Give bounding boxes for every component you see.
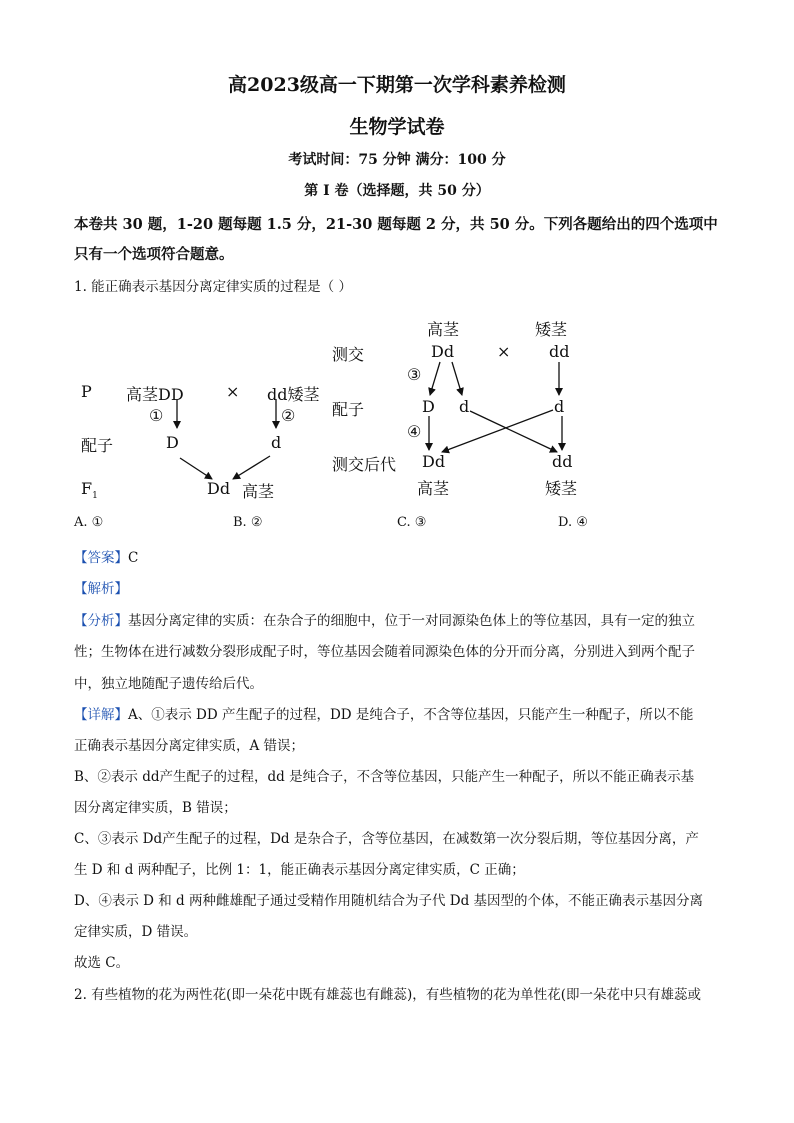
arrow-d-to-dd [180, 458, 212, 479]
parent-1: 高茎DD [126, 385, 184, 404]
fenxi-text-1: 基因分离定律的实质：在杂合子的细胞中，位于一对同源染色体上的等位基因，具有一定的独立 [128, 613, 695, 629]
f1-label: $F_1$ [81, 479, 98, 502]
mark-3: ③ [407, 365, 422, 384]
answer-tag: 【答案】 [74, 550, 128, 566]
fenxi-tag: 【分析】 [74, 613, 128, 629]
arrow-cross-2 [470, 411, 557, 452]
instructions-line-2: 只有一个选项符合题意。 [74, 246, 234, 263]
cross-symbol-right: × [497, 342, 511, 361]
xiangjie-line-1 [74, 703, 693, 723]
option-d[interactable]: D. ④ [558, 515, 588, 530]
gamete-d-left: d [271, 433, 282, 452]
offspring-dd: dd [552, 452, 573, 471]
explain-d-2: 定律实质，D 错误。 [74, 924, 198, 940]
option-c[interactable]: C. ③ [397, 515, 427, 530]
explain-d-1: D、④表示 D 和 d 两种雌雄配子通过受精作用随机结合为子代 Dd 基因型的个体，不能正确表示基因分离 [74, 893, 704, 909]
pheno-tall: 高茎 [427, 320, 460, 339]
explain-a-2: 正确表示基因分离定律实质，A 错误； [74, 738, 305, 754]
explain-b-1: B、②表示 dd产生配子的过程，dd 是纯合子，不含等位基因，只能产生一种配子，所以不能正确表示基 [74, 769, 695, 785]
parent-2: dd矮茎 [267, 385, 320, 404]
xiangjie-tag: 【详解】 [74, 707, 128, 723]
option-a[interactable]: A. ① [74, 515, 104, 530]
offspring-pheno-short: 矮茎 [545, 479, 578, 498]
fenxi-line-2: 性；生物体在进行减数分裂形成配子时，等位基因会随着同源染色体的分开而分离，分别进入到两个配子 [74, 644, 695, 660]
explain-b-2: 因分离定律实质，B 错误； [74, 800, 237, 816]
exam-info: 考试时间：75 分钟 满分：100 分 [288, 152, 506, 168]
instructions-line-1: 本卷共 30 题，1-20 题每题 1.5 分，21-30 题每题 2 分，共 50 分。下列各题给出的四个选项中 [74, 216, 718, 233]
answer-value: C [128, 550, 139, 566]
offspring-pheno-tall: 高茎 [417, 479, 450, 498]
answer-line [74, 546, 138, 566]
cross-symbol-left: × [226, 382, 240, 401]
offspring-label: 测交后代 [332, 455, 397, 474]
offspring-Dd: Dd [422, 452, 446, 471]
question-2-stem: 2. 有些植物的花为两性花(即一朵花中既有雄蕊也有雌蕊)，有些植物的花为单性花(即一朵花中只有雄蕊或 [74, 987, 701, 1003]
section-heading: 第 I 卷（选择题，共 50 分） [304, 183, 490, 199]
subject-title: 生物学试卷 [349, 116, 445, 138]
gamete-d-right-2: d [554, 397, 565, 416]
genotype-Dd: Dd [431, 342, 455, 361]
arrow-d-to-dd-2 [233, 456, 270, 479]
analysis-tag: 【解析】 [74, 581, 128, 597]
genotype-dd: dd [549, 342, 570, 361]
gamete-label-left: 配子 [81, 436, 114, 455]
fenxi-line-3: 中，独立地随配子遗传给后代。 [74, 676, 263, 692]
gamete-D-right: D [422, 397, 435, 416]
mark-2: ② [281, 406, 296, 425]
explain-c-2: 生 D 和 d 两种配子，比例 1：1，能正确表示基因分离定律实质，C 正确； [74, 862, 525, 878]
option-b[interactable]: B. ② [233, 515, 263, 530]
mark-1: ① [149, 406, 164, 425]
gamete-D-left: D [166, 433, 179, 452]
arrow-cross-1 [442, 410, 553, 452]
conclusion: 故选 C。 [74, 955, 130, 971]
explain-a-1: A、①表示 DD 产生配子的过程，DD 是纯合子，不含等位基因，只能产生一种配子，所以不能 [128, 707, 694, 723]
gamete-d-right-1: d [459, 397, 470, 416]
arrow-3 [430, 362, 440, 395]
gamete-label-right: 配子 [332, 400, 365, 419]
pheno-short: 矮茎 [535, 320, 568, 339]
explain-c-1: C、③表示 Dd产生配子的过程，Dd 是杂合子，含等位基因，在减数第一次分裂后期，等位基因分离，产 [74, 831, 699, 847]
question-1-stem: 1. 能正确表示基因分离定律实质的过程是（ ） [74, 279, 352, 295]
mark-4: ④ [407, 422, 422, 441]
f1-genotype: Dd [207, 479, 231, 498]
fenxi-line-1 [74, 609, 695, 629]
arrow-dd-to-d [452, 362, 462, 395]
exam-title: 高2023级高一下期第一次学科素养检测 [228, 74, 566, 96]
f1-phenotype: 高茎 [242, 482, 275, 501]
testcross-label: 测交 [332, 345, 365, 364]
p-label: P [81, 382, 92, 401]
